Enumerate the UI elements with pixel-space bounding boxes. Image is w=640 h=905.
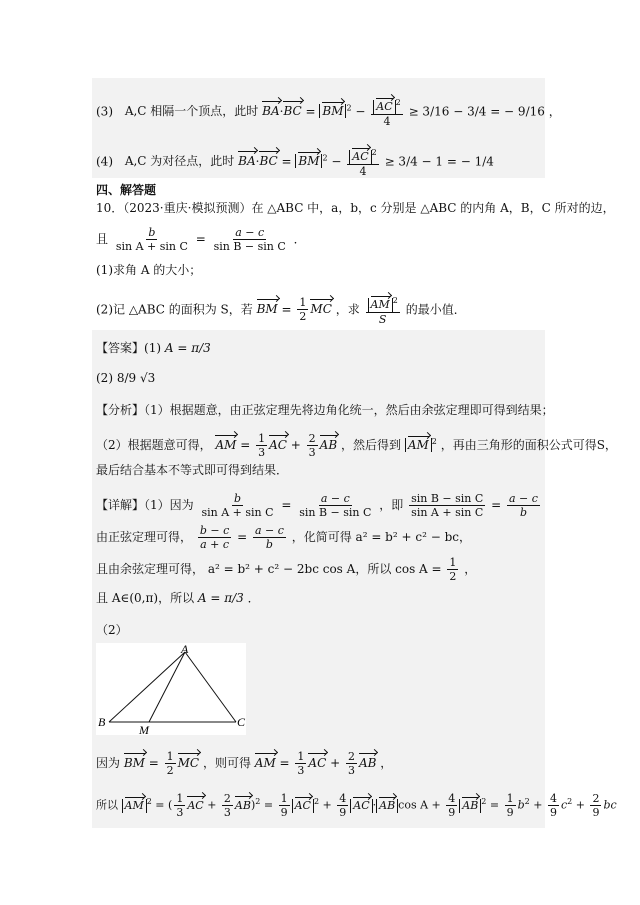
- problem-condition: 且 $\frac{b}{\text{sin A + sin C}}$ = $\frac{a - c}{\text{sin B − sin C}}$ ．: [96, 226, 306, 253]
- problem-source: 10．（2023·重庆·模拟预测）在 △ABC 中，a，b，c 分别是 △ABC 的内角 A，B，C 所对的边，: [96, 201, 615, 215]
- detail-3: 且由余弦定理可得， a² = b² + c² − 2bc cos A，所以 cos A = $\frac{1}{2}$ ，: [96, 556, 477, 583]
- detail-part2-label: （2）: [96, 623, 128, 637]
- label-a: A: [181, 643, 189, 656]
- label-m: M: [139, 723, 149, 735]
- analysis-1: 【分析】（1）根据题意，由正弦定理先将边角化统一，然后由余弦定理即可得到结果；: [96, 403, 554, 417]
- detail-4: 且 A∈(0,π)，所以 A = π/3 ．: [96, 591, 260, 605]
- item-text: A,C 相隔一个顶点，此时: [124, 104, 259, 119]
- detail-6: 因为 BM = $\frac{1}{2}$ MC ，则可得 AM = $\frac{1}{3}$ AC + $\frac{2}{3}$ AB ，: [96, 750, 393, 777]
- label-b: B: [98, 715, 106, 729]
- analysis-2: （2）根据题意可得， AM = $\frac{1}{3}$ AC + $\frac{2}{3}$ AB ，然后得到 AM $^2$ ，再由三角形的面积公式可得S，: [96, 432, 617, 459]
- triangle-diagram: [96, 643, 246, 735]
- problem-part2: (2)记 △ABC 的面积为 S，若 BM = $\frac{1}{2}$ MC ，求 $\frac{AM ^2}{S}$ 的最小值．: [96, 296, 466, 326]
- item-number: (4): [96, 154, 113, 169]
- answer-2: (2) 8/9 √3: [96, 371, 156, 385]
- detail-7: 所以 AM $^2$ = ( $\frac{1}{3}$ AC + $\frac{2}{3}$ AB)$^2$ = $\frac{1}{9}$ AC $^2$ + $\frac{4}{9}$ AC · AB cos A + $\frac{4}{9}$ AB $^2$ = $\frac{1}{9}$ $b^2$ + $\frac{4}{9}$ $c^2$ + $\frac{2}{9}$ bc: [96, 792, 617, 819]
- item-4: (4) A,C 为对径点，此时 BA·BC = BM $^2$ − $\frac{AC ^2}{4}$ ≥ 3/4 − 1 = − 1/4: [96, 148, 494, 178]
- item-number: (3): [96, 104, 113, 119]
- problem-part1: (1)求角 A 的大小；: [96, 263, 202, 277]
- answer-1: 【答案】(1) A = π/3: [96, 341, 211, 355]
- side-ab: [109, 652, 185, 722]
- detail-2: 由正弦定理可得， $\frac{b - c}{a + c}$ = $\frac{a - c}{b}$ ，化简可得 a² = b² + c² − bc，: [96, 524, 471, 551]
- item-result: ≥ 3/16 − 3/4 = − 9/16 ，: [408, 104, 561, 119]
- side-ac: [185, 652, 236, 722]
- analysis-3: 最后结合基本不等式即可得到结果．: [96, 463, 289, 477]
- detail-1: 【详解】（1）因为 $\frac{b}{\text{sin A + sin C}}$ = $\frac{a - c}{\text{sin B − sin C}}$ ，即 $\frac{\text{sin B − sin C}}{\text{sin A + sin C}}$ = $\frac{a - c}{b}$: [96, 492, 538, 519]
- item-text: A,C 为对径点，此时: [124, 154, 235, 169]
- label-c: C: [237, 715, 246, 729]
- item-3: (3) A,C 相隔一个顶点，此时 BA·BC = BM $^2$ − $\frac{AC ^2}{4}$ ≥ 3/16 − 3/4 = − 9/16 ，: [96, 98, 561, 128]
- section-heading: 四、解答题: [96, 183, 157, 197]
- segment-am: [149, 652, 185, 722]
- triangle-figure: [96, 643, 246, 735]
- item-result: ≥ 3/4 − 1 = − 1/4: [384, 154, 494, 169]
